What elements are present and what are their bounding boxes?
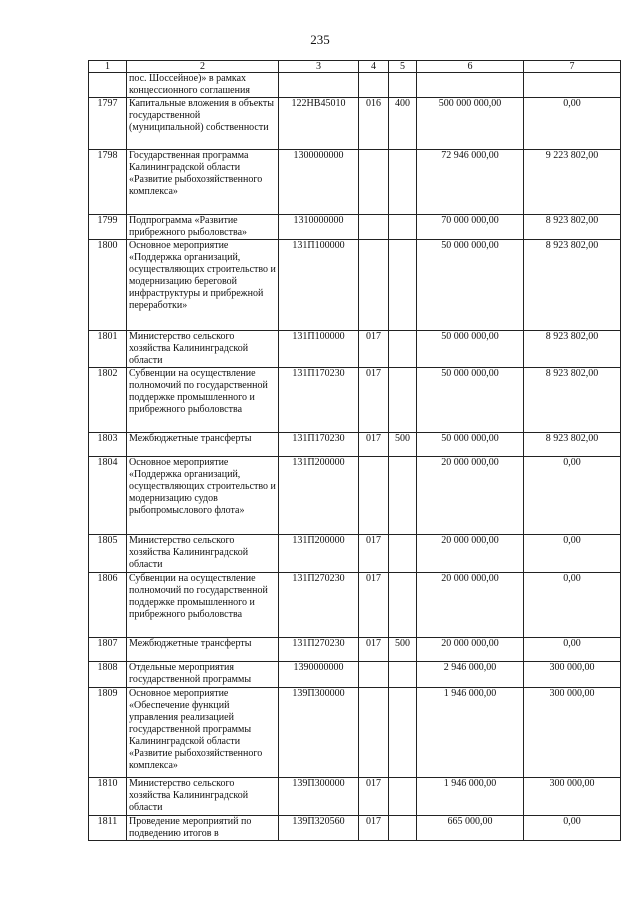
row-ved: 017	[359, 573, 389, 638]
row-name: Капитальные вложения в объекты государственной (муниципальной) собственности	[127, 98, 279, 150]
row-sum-1: 500 000 000,00	[417, 98, 524, 150]
table-row	[89, 778, 621, 816]
row-sum-2: 8 923 802,00	[524, 433, 621, 457]
row-ved: 017	[359, 638, 389, 662]
row-ved: 017	[359, 331, 389, 368]
row-sum-2: 0,00	[524, 573, 621, 638]
row-sum-2	[524, 73, 621, 98]
row-sum-2: 300 000,00	[524, 688, 621, 778]
row-vr	[389, 662, 417, 688]
row-vr	[389, 73, 417, 98]
row-name: Отдельные мероприятия государственной программы	[127, 662, 279, 688]
row-sum-1: 2 946 000,00	[417, 662, 524, 688]
row-sum-1: 50 000 000,00	[417, 368, 524, 433]
row-ved	[359, 457, 389, 535]
row-sum-1: 50 000 000,00	[417, 433, 524, 457]
row-vr	[389, 150, 417, 215]
row-vr	[389, 778, 417, 816]
row-ved: 017	[359, 433, 389, 457]
row-ved: 017	[359, 816, 389, 841]
row-number: 1807	[89, 638, 127, 662]
row-code: 131П270230	[279, 573, 359, 638]
row-number: 1803	[89, 433, 127, 457]
page-number: 235	[310, 32, 330, 47]
row-number: 1797	[89, 98, 127, 150]
table-row	[89, 573, 621, 638]
row-sum-2: 8 923 802,00	[524, 240, 621, 331]
col-header-1: 1	[89, 61, 127, 73]
row-vr	[389, 816, 417, 841]
row-name: Основное мероприятие «Поддержка организаций, осуществляющих строительство и модернизацию береговой инфраструктуры и прибрежной переработки»	[127, 240, 279, 331]
row-number: 1811	[89, 816, 127, 841]
row-vr	[389, 573, 417, 638]
row-number: 1800	[89, 240, 127, 331]
row-sum-2: 0,00	[524, 638, 621, 662]
row-number: 1802	[89, 368, 127, 433]
table-row	[89, 638, 621, 662]
row-name: Министерство сельского хозяйства Калининградской области	[127, 331, 279, 368]
row-sum-2: 0,00	[524, 816, 621, 841]
header-row	[89, 61, 621, 73]
row-sum-1: 70 000 000,00	[417, 215, 524, 240]
row-sum-1: 20 000 000,00	[417, 457, 524, 535]
row-sum-2: 300 000,00	[524, 778, 621, 816]
row-number: 1808	[89, 662, 127, 688]
row-vr	[389, 331, 417, 368]
row-vr	[389, 368, 417, 433]
row-ved	[359, 150, 389, 215]
row-name: Субвенции на осуществление полномочий по государственной поддержке промышленного и прибрежного рыболовства	[127, 573, 279, 638]
row-code: 1310000000	[279, 215, 359, 240]
row-name: Подпрограмма «Развитие прибрежного рыболовства»	[127, 215, 279, 240]
row-name: Министерство сельского хозяйства Калининградской области	[127, 535, 279, 573]
row-vr	[389, 688, 417, 778]
row-code: 131П100000	[279, 331, 359, 368]
row-code	[279, 73, 359, 98]
row-number: 1805	[89, 535, 127, 573]
table-row	[89, 368, 621, 433]
row-ved	[359, 215, 389, 240]
row-sum-1: 665 000,00	[417, 816, 524, 841]
row-code: 131П270230	[279, 638, 359, 662]
row-code: 131П170230	[279, 368, 359, 433]
row-name: Проведение мероприятий по подведению итогов в	[127, 816, 279, 841]
table-row	[89, 215, 621, 240]
row-code: 131П170230	[279, 433, 359, 457]
row-vr	[389, 457, 417, 535]
row-name: Государственная программа Калининградской области «Развитие рыбохозяйственного комплекса»	[127, 150, 279, 215]
row-name: пос. Шоссейное)» в рамках концессионного соглашения	[127, 73, 279, 98]
row-vr: 500	[389, 433, 417, 457]
row-ved	[359, 240, 389, 331]
col-header-4: 4	[359, 61, 389, 73]
row-name: Министерство сельского хозяйства Калининградской области	[127, 778, 279, 816]
row-ved	[359, 662, 389, 688]
row-code: 139П320560	[279, 816, 359, 841]
table-row	[89, 433, 621, 457]
row-name: Субвенции на осуществление полномочий по государственной поддержке промышленного и прибрежного рыболовства	[127, 368, 279, 433]
row-code: 1390000000	[279, 662, 359, 688]
row-ved	[359, 688, 389, 778]
row-number: 1798	[89, 150, 127, 215]
row-code: 1300000000	[279, 150, 359, 215]
table-row	[89, 150, 621, 215]
table-row	[89, 662, 621, 688]
row-number: 1799	[89, 215, 127, 240]
row-vr	[389, 240, 417, 331]
table-row	[89, 816, 621, 841]
col-header-2: 2	[127, 61, 279, 73]
row-number: 1806	[89, 573, 127, 638]
row-vr: 400	[389, 98, 417, 150]
row-sum-2: 8 923 802,00	[524, 331, 621, 368]
row-name: Межбюджетные трансферты	[127, 433, 279, 457]
row-number	[89, 73, 127, 98]
row-ved: 016	[359, 98, 389, 150]
row-vr: 500	[389, 638, 417, 662]
row-code: 139П300000	[279, 688, 359, 778]
row-code: 139П300000	[279, 778, 359, 816]
row-name: Основное мероприятие «Поддержка организаций, осуществляющих строительство и модернизацию судов рыбопромыслового флота»	[127, 457, 279, 535]
row-ved	[359, 73, 389, 98]
budget-table	[88, 60, 621, 841]
col-header-6: 6	[417, 61, 524, 73]
col-header-3: 3	[279, 61, 359, 73]
row-sum-1	[417, 73, 524, 98]
row-number: 1809	[89, 688, 127, 778]
table-row	[89, 457, 621, 535]
table-row	[89, 98, 621, 150]
table-row	[89, 688, 621, 778]
row-number: 1804	[89, 457, 127, 535]
col-header-7: 7	[524, 61, 621, 73]
row-sum-1: 72 946 000,00	[417, 150, 524, 215]
row-ved: 017	[359, 368, 389, 433]
row-sum-1: 50 000 000,00	[417, 240, 524, 331]
row-sum-2: 0,00	[524, 457, 621, 535]
row-ved: 017	[359, 535, 389, 573]
row-vr	[389, 215, 417, 240]
table-row	[89, 73, 621, 98]
row-sum-1: 20 000 000,00	[417, 638, 524, 662]
col-header-5: 5	[389, 61, 417, 73]
row-sum-1: 20 000 000,00	[417, 573, 524, 638]
row-code: 131П100000	[279, 240, 359, 331]
row-sum-1: 50 000 000,00	[417, 331, 524, 368]
row-sum-2: 9 223 802,00	[524, 150, 621, 215]
row-sum-1: 1 946 000,00	[417, 688, 524, 778]
row-sum-2: 300 000,00	[524, 662, 621, 688]
table-row	[89, 331, 621, 368]
row-name: Основное мероприятие «Обеспечение функций управления реализацией государственной программы Калининградской области «Развитие рыбохозяйственного комплекса»	[127, 688, 279, 778]
row-number: 1801	[89, 331, 127, 368]
table-row	[89, 535, 621, 573]
row-sum-2: 0,00	[524, 535, 621, 573]
table-row	[89, 240, 621, 331]
row-code: 122НВ45010	[279, 98, 359, 150]
row-code: 131П200000	[279, 457, 359, 535]
row-sum-2: 0,00	[524, 98, 621, 150]
row-sum-2: 8 923 802,00	[524, 215, 621, 240]
row-sum-1: 20 000 000,00	[417, 535, 524, 573]
row-ved: 017	[359, 778, 389, 816]
row-vr	[389, 535, 417, 573]
row-name: Межбюджетные трансферты	[127, 638, 279, 662]
row-sum-2: 8 923 802,00	[524, 368, 621, 433]
row-number: 1810	[89, 778, 127, 816]
row-sum-1: 1 946 000,00	[417, 778, 524, 816]
row-code: 131П200000	[279, 535, 359, 573]
